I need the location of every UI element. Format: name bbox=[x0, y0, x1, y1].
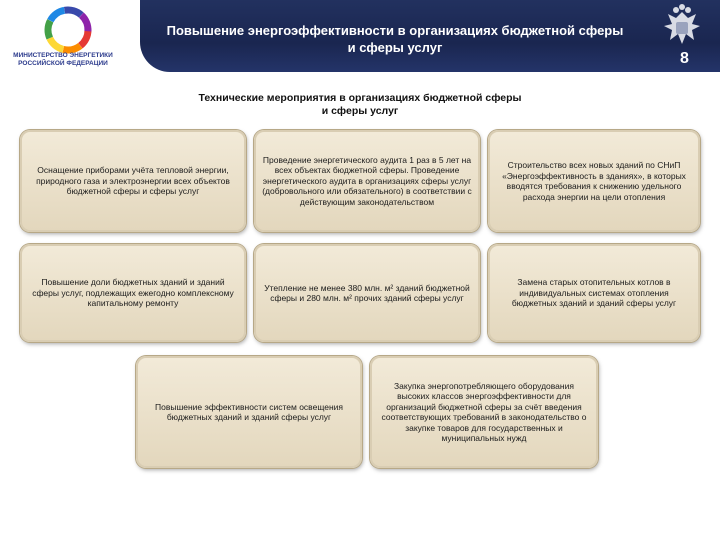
measure-card-text: Замена старых отопительных котлов в индивидуальных системах отопления бюджетных зданий и зданий сферы услуг bbox=[511, 277, 677, 309]
page-number: 8 bbox=[680, 50, 689, 67]
measure-card-boilers bbox=[488, 244, 700, 342]
measure-card-metering bbox=[20, 130, 246, 232]
measure-card-lighting bbox=[136, 356, 362, 468]
section-subtitle bbox=[140, 92, 580, 118]
ministry-logo-icon bbox=[8, 4, 128, 84]
page-title-line1: Повышение энергоэффективности в организациях бюджетной сферы bbox=[166, 23, 624, 38]
measure-card-text: Оснащение приборами учёта тепловой энергии, природного газа и электроэнергии всех объектов бюджетной сферы и сферы услуг bbox=[36, 165, 230, 197]
measure-card-text: Строительство всех новых зданий по СНиП «Энергоэффективность в зданиях», в которых вводятся требования к снижению удельного расхода энергии на цели отопления bbox=[502, 160, 686, 202]
measure-card-text: Закупка энергопотребляющего оборудования высоких классов энергоэффективности для организаций бюджетной сферы за счёт введения соответствующих требований в законодательство о закупке товаров для государственных и муниципальных нужд bbox=[381, 380, 587, 443]
measure-card-text: Утепление не менее 380 млн. м² зданий бюджетной сферы и 280 млн. м² прочих зданий сферы услуг bbox=[264, 282, 470, 303]
measure-card-renovation bbox=[20, 244, 246, 342]
page-title-line2: и сферы услуг bbox=[347, 40, 443, 55]
measure-card-energy-audit bbox=[254, 130, 480, 232]
section-subtitle-line1: Технические мероприятия в организациях бюджетной сферы bbox=[198, 92, 522, 104]
page-title bbox=[160, 22, 630, 56]
measure-card-construction bbox=[488, 130, 700, 232]
ministry-line1: МИНИСТЕРСТВО ЭНЕРГЕТИКИ bbox=[13, 52, 113, 59]
measure-card-procurement bbox=[370, 356, 598, 468]
section-subtitle-line2: и сферы услуг bbox=[321, 105, 399, 117]
measure-card-text: Проведение энергетического аудита 1 раз в 5 лет на всех объектах бюджетной сферы. Проведение энергетического аудита в организациях сферы услуг (добровольного или обязательного) в соответствии с действующим законодательством bbox=[262, 154, 472, 207]
measure-card-insulation bbox=[254, 244, 480, 342]
measure-card-text: Повышение доли бюджетных зданий и зданий сферы услуг, подлежащих ежегодно комплексному капитальному ремонту bbox=[32, 277, 234, 309]
coat-of-arms-icon bbox=[658, 4, 706, 48]
ministry-name bbox=[4, 52, 122, 68]
ministry-line2: РОССИЙСКОЙ ФЕДЕРАЦИИ bbox=[18, 60, 108, 67]
measure-card-text: Повышение эффективности систем освещения бюджетных зданий и зданий сферы услуг bbox=[154, 401, 343, 422]
